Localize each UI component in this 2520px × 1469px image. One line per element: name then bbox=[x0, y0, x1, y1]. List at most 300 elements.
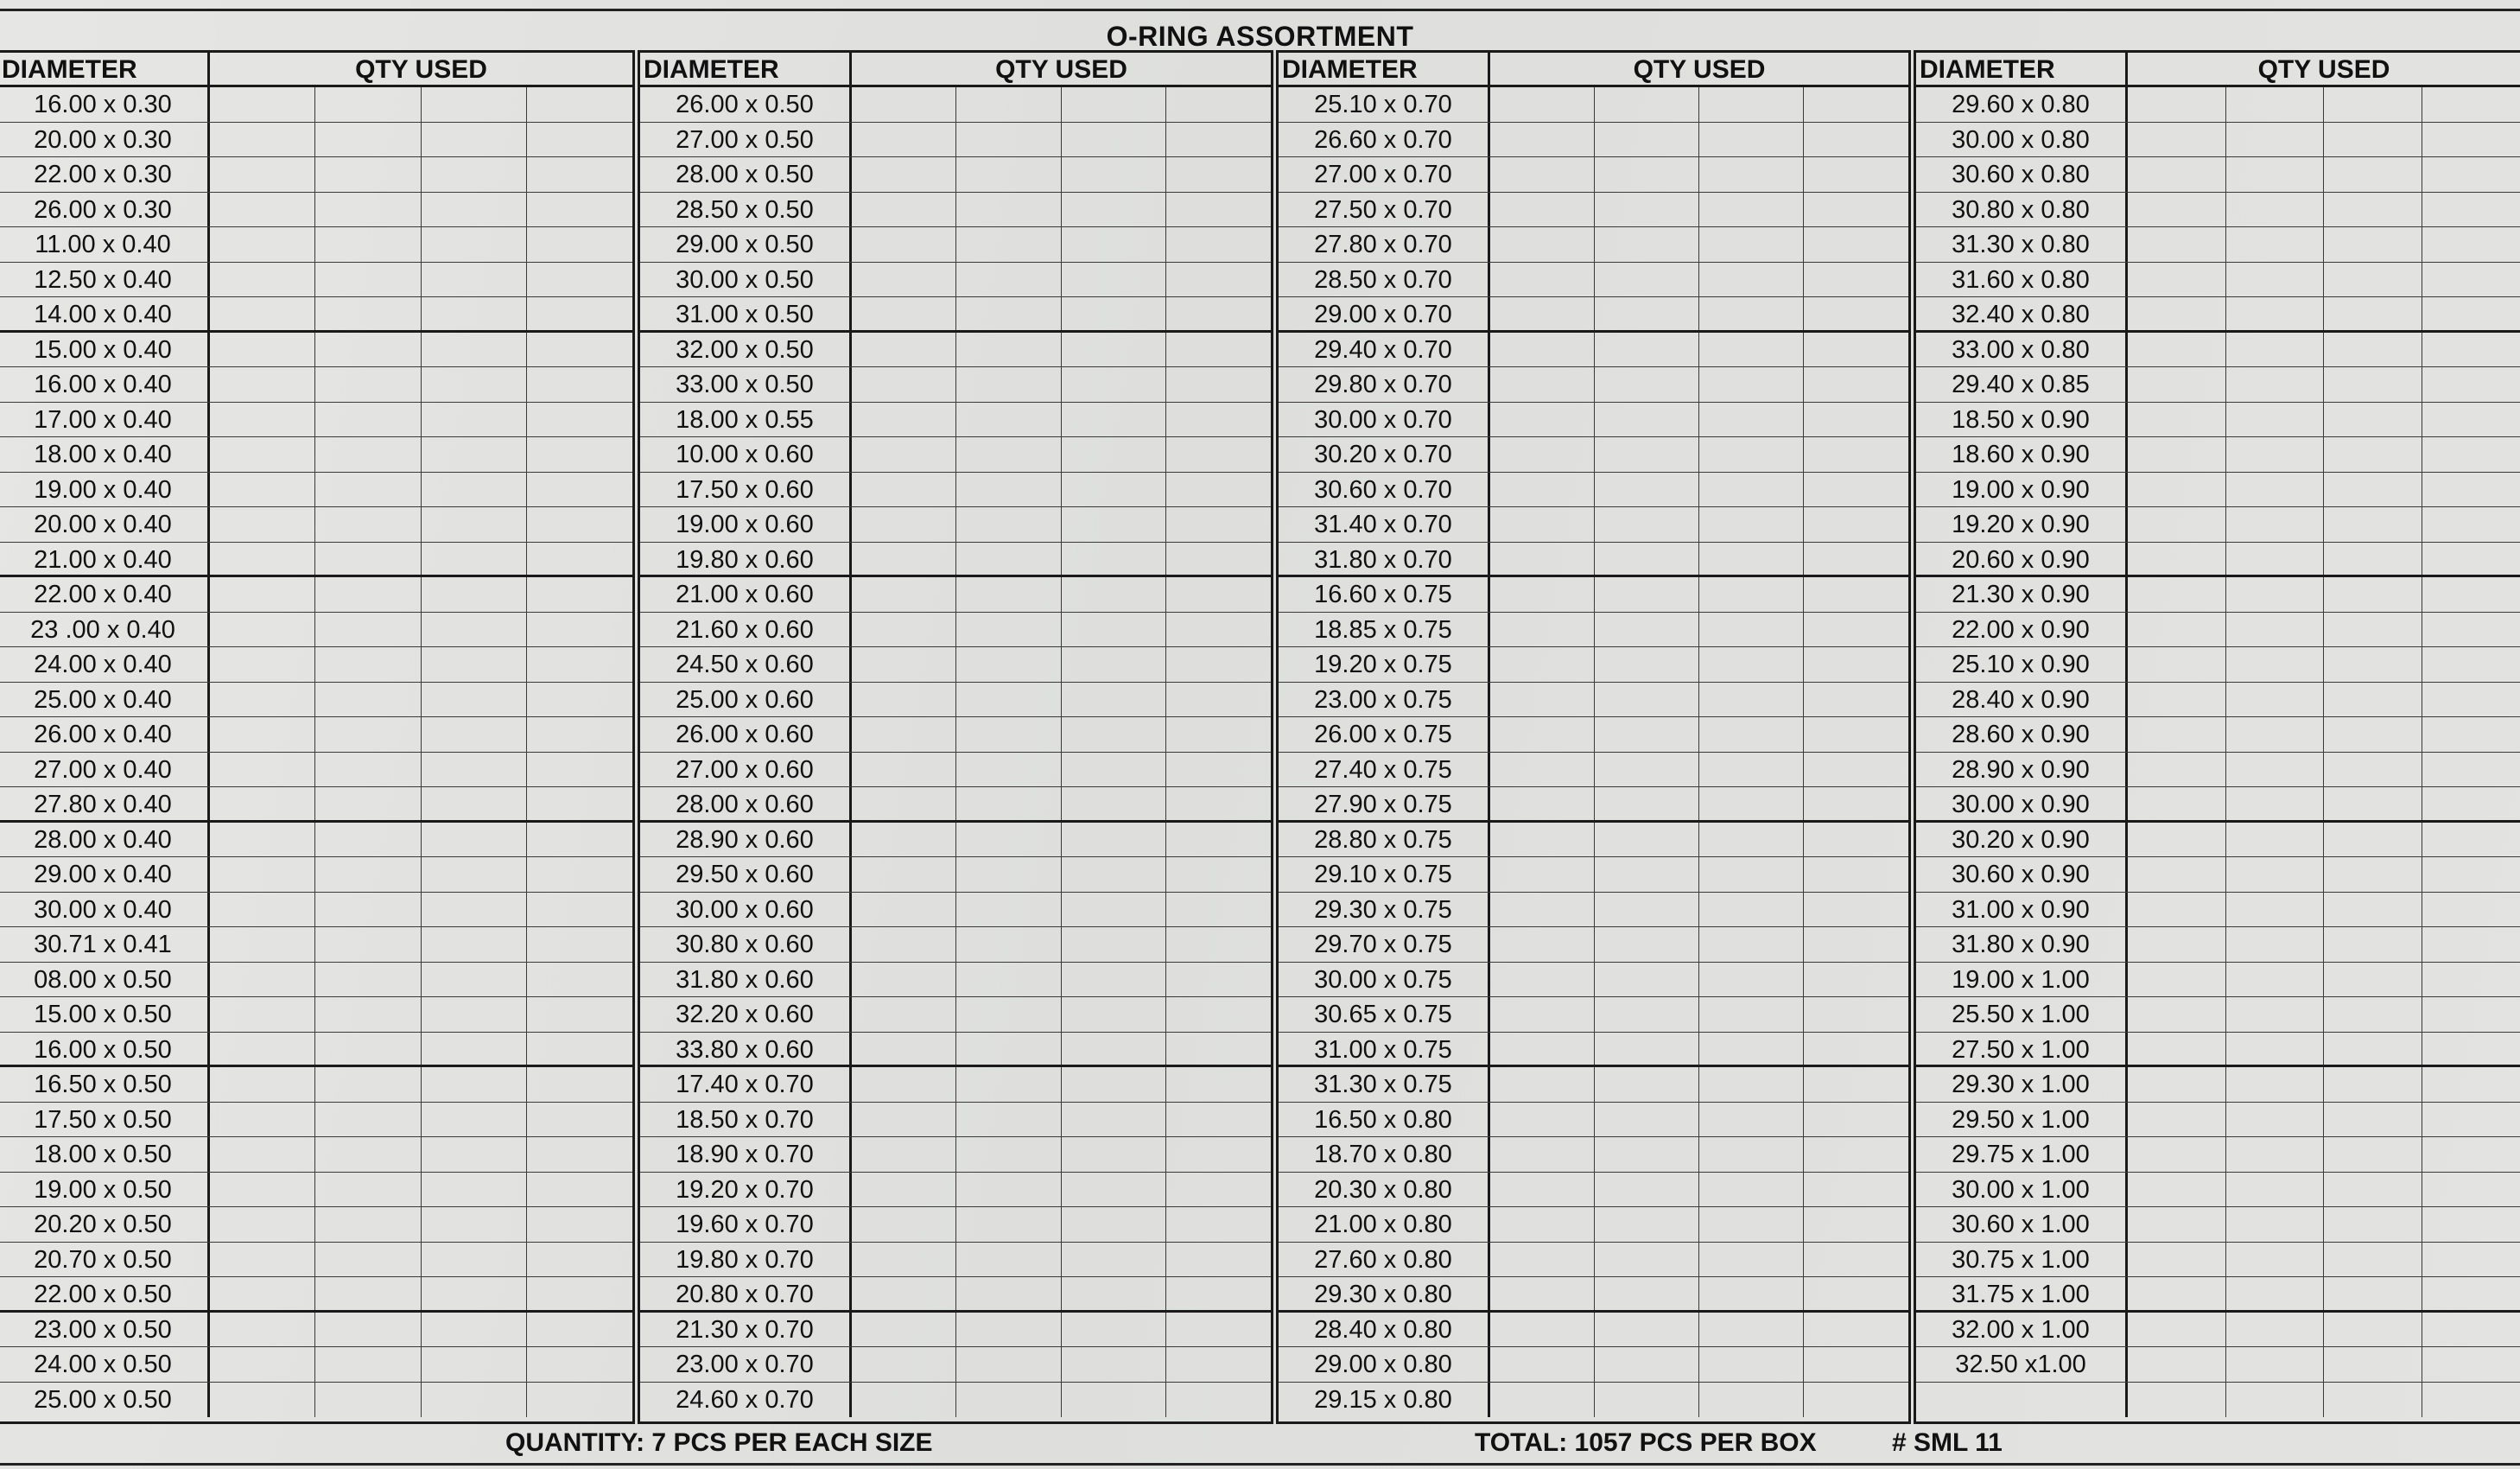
qty-used-cell[interactable] bbox=[2324, 997, 2422, 1032]
qty-used-cell[interactable] bbox=[2324, 893, 2422, 927]
qty-used-cell[interactable] bbox=[1490, 437, 1595, 472]
qty-used-cell[interactable] bbox=[1595, 1277, 1699, 1310]
qty-used-cell[interactable] bbox=[1166, 473, 1271, 507]
qty-used-cell[interactable] bbox=[1166, 123, 1271, 157]
qty-used-cell[interactable] bbox=[2128, 367, 2226, 402]
qty-used-cell[interactable] bbox=[1062, 507, 1166, 542]
qty-used-cell[interactable] bbox=[210, 193, 315, 227]
qty-used-cell[interactable] bbox=[527, 1207, 632, 1242]
qty-used-cell[interactable] bbox=[1166, 1347, 1271, 1382]
qty-used-cell[interactable] bbox=[2422, 227, 2520, 262]
qty-used-cell[interactable] bbox=[2422, 473, 2520, 507]
qty-used-cell[interactable] bbox=[1595, 333, 1699, 367]
qty-used-cell[interactable] bbox=[852, 613, 956, 647]
qty-used-cell[interactable] bbox=[422, 1277, 527, 1310]
qty-used-cell[interactable] bbox=[1804, 1243, 1908, 1277]
qty-used-cell[interactable] bbox=[2128, 437, 2226, 472]
qty-used-cell[interactable] bbox=[315, 893, 421, 927]
qty-used-cell[interactable] bbox=[1595, 437, 1699, 472]
qty-used-cell[interactable] bbox=[852, 87, 956, 122]
qty-used-cell[interactable] bbox=[1699, 437, 1804, 472]
qty-used-cell[interactable] bbox=[1490, 297, 1595, 330]
qty-used-cell[interactable] bbox=[1595, 1207, 1699, 1242]
qty-used-cell[interactable] bbox=[2324, 717, 2422, 752]
qty-used-cell[interactable] bbox=[422, 1383, 527, 1418]
qty-used-cell[interactable] bbox=[2128, 717, 2226, 752]
qty-used-cell[interactable] bbox=[1595, 1243, 1699, 1277]
qty-used-cell[interactable] bbox=[2324, 1347, 2422, 1382]
qty-used-cell[interactable] bbox=[1595, 613, 1699, 647]
qty-used-cell[interactable] bbox=[2324, 193, 2422, 227]
qty-used-cell[interactable] bbox=[1490, 123, 1595, 157]
qty-used-cell[interactable] bbox=[1699, 717, 1804, 752]
qty-used-cell[interactable] bbox=[956, 717, 1061, 752]
qty-used-cell[interactable] bbox=[1062, 1137, 1166, 1172]
qty-used-cell[interactable] bbox=[1699, 403, 1804, 437]
qty-used-cell[interactable] bbox=[2422, 1173, 2520, 1207]
qty-used-cell[interactable] bbox=[2226, 87, 2325, 122]
qty-used-cell[interactable] bbox=[2128, 1033, 2226, 1065]
qty-used-cell[interactable] bbox=[1166, 1067, 1271, 1102]
qty-used-cell[interactable] bbox=[2128, 297, 2226, 330]
qty-used-cell[interactable] bbox=[1699, 893, 1804, 927]
qty-used-cell[interactable] bbox=[2226, 1173, 2325, 1207]
qty-used-cell[interactable] bbox=[1595, 157, 1699, 192]
qty-used-cell[interactable] bbox=[315, 647, 421, 682]
qty-used-cell[interactable] bbox=[1699, 193, 1804, 227]
qty-used-cell[interactable] bbox=[1595, 1347, 1699, 1382]
qty-used-cell[interactable] bbox=[1490, 997, 1595, 1032]
qty-used-cell[interactable] bbox=[210, 683, 315, 717]
qty-used-cell[interactable] bbox=[527, 193, 632, 227]
qty-used-cell[interactable] bbox=[527, 1383, 632, 1418]
qty-used-cell[interactable] bbox=[956, 403, 1061, 437]
qty-used-cell[interactable] bbox=[1166, 647, 1271, 682]
qty-used-cell[interactable] bbox=[1490, 507, 1595, 542]
qty-used-cell[interactable] bbox=[527, 227, 632, 262]
qty-used-cell[interactable] bbox=[1166, 367, 1271, 402]
qty-used-cell[interactable] bbox=[852, 227, 956, 262]
qty-used-cell[interactable] bbox=[2226, 927, 2325, 962]
qty-used-cell[interactable] bbox=[2226, 543, 2325, 576]
qty-used-cell[interactable] bbox=[2226, 1067, 2325, 1102]
qty-used-cell[interactable] bbox=[1490, 1173, 1595, 1207]
qty-used-cell[interactable] bbox=[422, 683, 527, 717]
qty-used-cell[interactable] bbox=[527, 1243, 632, 1277]
qty-used-cell[interactable] bbox=[1062, 1207, 1166, 1242]
qty-used-cell[interactable] bbox=[852, 577, 956, 612]
qty-used-cell[interactable] bbox=[210, 577, 315, 612]
qty-used-cell[interactable] bbox=[422, 437, 527, 472]
qty-used-cell[interactable] bbox=[527, 647, 632, 682]
qty-used-cell[interactable] bbox=[527, 857, 632, 892]
qty-used-cell[interactable] bbox=[2128, 963, 2226, 997]
qty-used-cell[interactable] bbox=[422, 893, 527, 927]
qty-used-cell[interactable] bbox=[1804, 893, 1908, 927]
qty-used-cell[interactable] bbox=[2128, 753, 2226, 787]
qty-used-cell[interactable] bbox=[1699, 963, 1804, 997]
qty-used-cell[interactable] bbox=[527, 1067, 632, 1102]
qty-used-cell[interactable] bbox=[852, 647, 956, 682]
qty-used-cell[interactable] bbox=[1490, 543, 1595, 576]
qty-used-cell[interactable] bbox=[2226, 753, 2325, 787]
qty-used-cell[interactable] bbox=[527, 823, 632, 857]
qty-used-cell[interactable] bbox=[2324, 437, 2422, 472]
qty-used-cell[interactable] bbox=[315, 263, 421, 297]
qty-used-cell[interactable] bbox=[210, 543, 315, 576]
qty-used-cell[interactable] bbox=[956, 367, 1061, 402]
qty-used-cell[interactable] bbox=[1166, 893, 1271, 927]
qty-used-cell[interactable] bbox=[2128, 507, 2226, 542]
qty-used-cell[interactable] bbox=[422, 367, 527, 402]
qty-used-cell[interactable] bbox=[2324, 123, 2422, 157]
qty-used-cell[interactable] bbox=[1166, 543, 1271, 576]
qty-used-cell[interactable] bbox=[956, 87, 1061, 122]
qty-used-cell[interactable] bbox=[315, 1103, 421, 1137]
qty-used-cell[interactable] bbox=[527, 613, 632, 647]
qty-used-cell[interactable] bbox=[956, 473, 1061, 507]
qty-used-cell[interactable] bbox=[2324, 1033, 2422, 1065]
qty-used-cell[interactable] bbox=[315, 193, 421, 227]
qty-used-cell[interactable] bbox=[956, 1137, 1061, 1172]
qty-used-cell[interactable] bbox=[1062, 717, 1166, 752]
qty-used-cell[interactable] bbox=[1490, 753, 1595, 787]
qty-used-cell[interactable] bbox=[315, 717, 421, 752]
qty-used-cell[interactable] bbox=[956, 1277, 1061, 1310]
qty-used-cell[interactable] bbox=[422, 473, 527, 507]
qty-used-cell[interactable] bbox=[2226, 963, 2325, 997]
qty-used-cell[interactable] bbox=[956, 123, 1061, 157]
qty-used-cell[interactable] bbox=[422, 857, 527, 892]
qty-used-cell[interactable] bbox=[2422, 1347, 2520, 1382]
qty-used-cell[interactable] bbox=[527, 997, 632, 1032]
qty-used-cell[interactable] bbox=[527, 1033, 632, 1065]
qty-used-cell[interactable] bbox=[852, 963, 956, 997]
qty-used-cell[interactable] bbox=[1595, 963, 1699, 997]
qty-used-cell[interactable] bbox=[1166, 297, 1271, 330]
qty-used-cell[interactable] bbox=[1699, 927, 1804, 962]
qty-used-cell[interactable] bbox=[2422, 857, 2520, 892]
qty-used-cell[interactable] bbox=[852, 683, 956, 717]
qty-used-cell[interactable] bbox=[422, 613, 527, 647]
qty-used-cell[interactable] bbox=[1062, 1103, 1166, 1137]
qty-used-cell[interactable] bbox=[210, 1383, 315, 1418]
qty-used-cell[interactable] bbox=[1804, 753, 1908, 787]
qty-used-cell[interactable] bbox=[527, 1313, 632, 1347]
qty-used-cell[interactable] bbox=[852, 473, 956, 507]
qty-used-cell[interactable] bbox=[1490, 823, 1595, 857]
qty-used-cell[interactable] bbox=[2128, 577, 2226, 612]
qty-used-cell[interactable] bbox=[315, 403, 421, 437]
qty-used-cell[interactable] bbox=[1166, 403, 1271, 437]
qty-used-cell[interactable] bbox=[1699, 333, 1804, 367]
qty-used-cell[interactable] bbox=[956, 297, 1061, 330]
qty-used-cell[interactable] bbox=[2324, 1207, 2422, 1242]
qty-used-cell[interactable] bbox=[527, 157, 632, 192]
qty-used-cell[interactable] bbox=[1804, 857, 1908, 892]
qty-used-cell[interactable] bbox=[852, 507, 956, 542]
qty-used-cell[interactable] bbox=[2324, 577, 2422, 612]
qty-used-cell[interactable] bbox=[1595, 193, 1699, 227]
qty-used-cell[interactable] bbox=[210, 367, 315, 402]
qty-used-cell[interactable] bbox=[422, 87, 527, 122]
qty-used-cell[interactable] bbox=[956, 333, 1061, 367]
qty-used-cell[interactable] bbox=[1166, 927, 1271, 962]
qty-used-cell[interactable] bbox=[210, 1137, 315, 1172]
qty-used-cell[interactable] bbox=[2128, 1243, 2226, 1277]
qty-used-cell[interactable] bbox=[1804, 1207, 1908, 1242]
qty-used-cell[interactable] bbox=[956, 753, 1061, 787]
qty-used-cell[interactable] bbox=[852, 297, 956, 330]
qty-used-cell[interactable] bbox=[1699, 647, 1804, 682]
qty-used-cell[interactable] bbox=[1166, 193, 1271, 227]
qty-used-cell[interactable] bbox=[1062, 1243, 1166, 1277]
qty-used-cell[interactable] bbox=[1804, 543, 1908, 576]
qty-used-cell[interactable] bbox=[210, 613, 315, 647]
qty-used-cell[interactable] bbox=[422, 1173, 527, 1207]
qty-used-cell[interactable] bbox=[2226, 787, 2325, 820]
qty-used-cell[interactable] bbox=[1699, 1207, 1804, 1242]
qty-used-cell[interactable] bbox=[1166, 1103, 1271, 1137]
qty-used-cell[interactable] bbox=[1490, 927, 1595, 962]
qty-used-cell[interactable] bbox=[2324, 613, 2422, 647]
qty-used-cell[interactable] bbox=[1166, 997, 1271, 1032]
qty-used-cell[interactable] bbox=[1166, 717, 1271, 752]
qty-used-cell[interactable] bbox=[2422, 333, 2520, 367]
qty-used-cell[interactable] bbox=[422, 717, 527, 752]
qty-used-cell[interactable] bbox=[1062, 1067, 1166, 1102]
qty-used-cell[interactable] bbox=[2422, 193, 2520, 227]
qty-used-cell[interactable] bbox=[1595, 717, 1699, 752]
qty-used-cell[interactable] bbox=[956, 1313, 1061, 1347]
qty-used-cell[interactable] bbox=[210, 1313, 315, 1347]
qty-used-cell[interactable] bbox=[1062, 823, 1166, 857]
qty-used-cell[interactable] bbox=[956, 227, 1061, 262]
qty-used-cell[interactable] bbox=[1490, 1383, 1595, 1418]
qty-used-cell[interactable] bbox=[1062, 403, 1166, 437]
qty-used-cell[interactable] bbox=[2422, 367, 2520, 402]
qty-used-cell[interactable] bbox=[956, 647, 1061, 682]
qty-used-cell[interactable] bbox=[2324, 297, 2422, 330]
qty-used-cell[interactable] bbox=[2422, 1383, 2520, 1418]
qty-used-cell[interactable] bbox=[1490, 263, 1595, 297]
qty-used-cell[interactable] bbox=[1490, 367, 1595, 402]
qty-used-cell[interactable] bbox=[210, 1207, 315, 1242]
qty-used-cell[interactable] bbox=[527, 437, 632, 472]
qty-used-cell[interactable] bbox=[956, 193, 1061, 227]
qty-used-cell[interactable] bbox=[852, 1173, 956, 1207]
qty-used-cell[interactable] bbox=[956, 507, 1061, 542]
qty-used-cell[interactable] bbox=[1490, 193, 1595, 227]
qty-used-cell[interactable] bbox=[2226, 823, 2325, 857]
qty-used-cell[interactable] bbox=[1490, 647, 1595, 682]
qty-used-cell[interactable] bbox=[422, 787, 527, 820]
qty-used-cell[interactable] bbox=[210, 927, 315, 962]
qty-used-cell[interactable] bbox=[1166, 753, 1271, 787]
qty-used-cell[interactable] bbox=[315, 1067, 421, 1102]
qty-used-cell[interactable] bbox=[1699, 577, 1804, 612]
qty-used-cell[interactable] bbox=[2128, 333, 2226, 367]
qty-used-cell[interactable] bbox=[956, 823, 1061, 857]
qty-used-cell[interactable] bbox=[2128, 1347, 2226, 1382]
qty-used-cell[interactable] bbox=[422, 123, 527, 157]
qty-used-cell[interactable] bbox=[852, 1313, 956, 1347]
qty-used-cell[interactable] bbox=[210, 333, 315, 367]
qty-used-cell[interactable] bbox=[1595, 403, 1699, 437]
qty-used-cell[interactable] bbox=[527, 473, 632, 507]
qty-used-cell[interactable] bbox=[210, 717, 315, 752]
qty-used-cell[interactable] bbox=[1699, 683, 1804, 717]
qty-used-cell[interactable] bbox=[852, 123, 956, 157]
qty-used-cell[interactable] bbox=[1595, 1173, 1699, 1207]
qty-used-cell[interactable] bbox=[852, 333, 956, 367]
qty-used-cell[interactable] bbox=[2226, 1313, 2325, 1347]
qty-used-cell[interactable] bbox=[315, 577, 421, 612]
qty-used-cell[interactable] bbox=[1804, 1033, 1908, 1065]
qty-used-cell[interactable] bbox=[2422, 753, 2520, 787]
qty-used-cell[interactable] bbox=[956, 1067, 1061, 1102]
qty-used-cell[interactable] bbox=[1699, 227, 1804, 262]
qty-used-cell[interactable] bbox=[210, 1347, 315, 1382]
qty-used-cell[interactable] bbox=[1062, 333, 1166, 367]
qty-used-cell[interactable] bbox=[2324, 787, 2422, 820]
qty-used-cell[interactable] bbox=[1062, 893, 1166, 927]
qty-used-cell[interactable] bbox=[2324, 1277, 2422, 1310]
qty-used-cell[interactable] bbox=[2128, 647, 2226, 682]
qty-used-cell[interactable] bbox=[315, 753, 421, 787]
qty-used-cell[interactable] bbox=[1166, 87, 1271, 122]
qty-used-cell[interactable] bbox=[2128, 1173, 2226, 1207]
qty-used-cell[interactable] bbox=[210, 893, 315, 927]
qty-used-cell[interactable] bbox=[2226, 577, 2325, 612]
qty-used-cell[interactable] bbox=[1804, 227, 1908, 262]
qty-used-cell[interactable] bbox=[2128, 1137, 2226, 1172]
qty-used-cell[interactable] bbox=[2226, 893, 2325, 927]
qty-used-cell[interactable] bbox=[315, 227, 421, 262]
qty-used-cell[interactable] bbox=[1804, 647, 1908, 682]
qty-used-cell[interactable] bbox=[1804, 717, 1908, 752]
qty-used-cell[interactable] bbox=[852, 1207, 956, 1242]
qty-used-cell[interactable] bbox=[315, 963, 421, 997]
qty-used-cell[interactable] bbox=[527, 577, 632, 612]
qty-used-cell[interactable] bbox=[1062, 227, 1166, 262]
qty-used-cell[interactable] bbox=[1062, 123, 1166, 157]
qty-used-cell[interactable] bbox=[956, 997, 1061, 1032]
qty-used-cell[interactable] bbox=[210, 647, 315, 682]
qty-used-cell[interactable] bbox=[1804, 473, 1908, 507]
qty-used-cell[interactable] bbox=[2422, 927, 2520, 962]
qty-used-cell[interactable] bbox=[2422, 717, 2520, 752]
qty-used-cell[interactable] bbox=[1804, 87, 1908, 122]
qty-used-cell[interactable] bbox=[315, 1173, 421, 1207]
qty-used-cell[interactable] bbox=[1490, 1067, 1595, 1102]
qty-used-cell[interactable] bbox=[2422, 613, 2520, 647]
qty-used-cell[interactable] bbox=[2128, 997, 2226, 1032]
qty-used-cell[interactable] bbox=[422, 577, 527, 612]
qty-used-cell[interactable] bbox=[527, 683, 632, 717]
qty-used-cell[interactable] bbox=[1699, 613, 1804, 647]
qty-used-cell[interactable] bbox=[315, 1137, 421, 1172]
qty-used-cell[interactable] bbox=[2226, 473, 2325, 507]
qty-used-cell[interactable] bbox=[1595, 1313, 1699, 1347]
qty-used-cell[interactable] bbox=[1804, 1103, 1908, 1137]
qty-used-cell[interactable] bbox=[315, 297, 421, 330]
qty-used-cell[interactable] bbox=[1062, 963, 1166, 997]
qty-used-cell[interactable] bbox=[210, 1067, 315, 1102]
qty-used-cell[interactable] bbox=[2128, 1103, 2226, 1137]
qty-used-cell[interactable] bbox=[315, 543, 421, 576]
qty-used-cell[interactable] bbox=[2324, 1103, 2422, 1137]
qty-used-cell[interactable] bbox=[315, 1347, 421, 1382]
qty-used-cell[interactable] bbox=[956, 1383, 1061, 1418]
qty-used-cell[interactable] bbox=[1166, 963, 1271, 997]
qty-used-cell[interactable] bbox=[527, 753, 632, 787]
qty-used-cell[interactable] bbox=[527, 403, 632, 437]
qty-used-cell[interactable] bbox=[1166, 1207, 1271, 1242]
qty-used-cell[interactable] bbox=[2324, 647, 2422, 682]
qty-used-cell[interactable] bbox=[852, 997, 956, 1032]
qty-used-cell[interactable] bbox=[1699, 1347, 1804, 1382]
qty-used-cell[interactable] bbox=[1062, 753, 1166, 787]
qty-used-cell[interactable] bbox=[2422, 1243, 2520, 1277]
qty-used-cell[interactable] bbox=[1166, 507, 1271, 542]
qty-used-cell[interactable] bbox=[956, 927, 1061, 962]
qty-used-cell[interactable] bbox=[210, 507, 315, 542]
qty-used-cell[interactable] bbox=[422, 1243, 527, 1277]
qty-used-cell[interactable] bbox=[210, 1173, 315, 1207]
qty-used-cell[interactable] bbox=[1062, 787, 1166, 820]
qty-used-cell[interactable] bbox=[1699, 157, 1804, 192]
qty-used-cell[interactable] bbox=[422, 1067, 527, 1102]
qty-used-cell[interactable] bbox=[1699, 1033, 1804, 1065]
qty-used-cell[interactable] bbox=[1804, 507, 1908, 542]
qty-used-cell[interactable] bbox=[1804, 1383, 1908, 1418]
qty-used-cell[interactable] bbox=[956, 1173, 1061, 1207]
qty-used-cell[interactable] bbox=[1166, 577, 1271, 612]
qty-used-cell[interactable] bbox=[527, 1277, 632, 1310]
qty-used-cell[interactable] bbox=[210, 823, 315, 857]
qty-used-cell[interactable] bbox=[422, 263, 527, 297]
qty-used-cell[interactable] bbox=[2226, 227, 2325, 262]
qty-used-cell[interactable] bbox=[527, 927, 632, 962]
qty-used-cell[interactable] bbox=[1166, 437, 1271, 472]
qty-used-cell[interactable] bbox=[2226, 263, 2325, 297]
qty-used-cell[interactable] bbox=[315, 437, 421, 472]
qty-used-cell[interactable] bbox=[422, 193, 527, 227]
qty-used-cell[interactable] bbox=[1699, 507, 1804, 542]
qty-used-cell[interactable] bbox=[315, 1277, 421, 1310]
qty-used-cell[interactable] bbox=[852, 893, 956, 927]
qty-used-cell[interactable] bbox=[1595, 87, 1699, 122]
qty-used-cell[interactable] bbox=[1804, 403, 1908, 437]
qty-used-cell[interactable] bbox=[2422, 123, 2520, 157]
qty-used-cell[interactable] bbox=[2422, 893, 2520, 927]
qty-used-cell[interactable] bbox=[527, 1173, 632, 1207]
qty-used-cell[interactable] bbox=[2324, 473, 2422, 507]
qty-used-cell[interactable] bbox=[422, 1313, 527, 1347]
qty-used-cell[interactable] bbox=[1699, 1103, 1804, 1137]
qty-used-cell[interactable] bbox=[2128, 857, 2226, 892]
qty-used-cell[interactable] bbox=[2128, 157, 2226, 192]
qty-used-cell[interactable] bbox=[852, 263, 956, 297]
qty-used-cell[interactable] bbox=[315, 683, 421, 717]
qty-used-cell[interactable] bbox=[2324, 367, 2422, 402]
qty-used-cell[interactable] bbox=[422, 1347, 527, 1382]
qty-used-cell[interactable] bbox=[2422, 997, 2520, 1032]
qty-used-cell[interactable] bbox=[1062, 367, 1166, 402]
qty-used-cell[interactable] bbox=[1595, 1383, 1699, 1418]
qty-used-cell[interactable] bbox=[1595, 1137, 1699, 1172]
